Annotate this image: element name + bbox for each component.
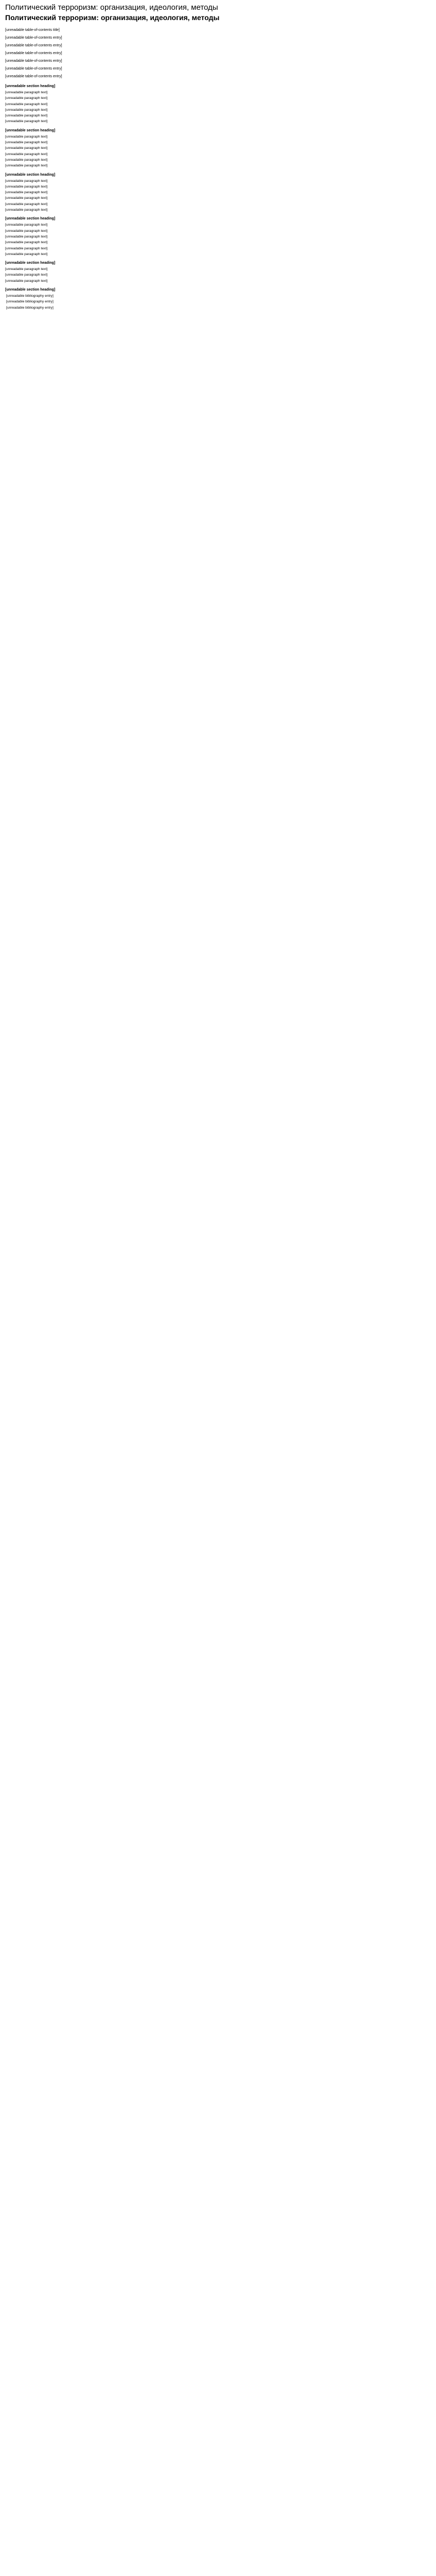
window-title: Политический терроризм: организация, идеология, методы: [5, 3, 218, 12]
toc-item[interactable]: [unreadable table-of-contents entry]: [5, 59, 62, 63]
paragraph: [unreadable paragraph text]: [5, 234, 48, 239]
paragraph: [unreadable paragraph text]: [5, 179, 48, 183]
toc-item[interactable]: [unreadable table-of-contents entry]: [5, 52, 62, 55]
paragraph: [unreadable paragraph text]: [5, 158, 48, 162]
paragraph: [unreadable paragraph text]: [5, 196, 48, 200]
paragraph: [unreadable paragraph text]: [5, 223, 48, 227]
paragraph: [unreadable paragraph text]: [5, 146, 48, 150]
paragraph: [unreadable paragraph text]: [5, 102, 48, 106]
toc-item[interactable]: [unreadable table-of-contents entry]: [5, 75, 62, 78]
paragraph: [unreadable paragraph text]: [5, 208, 48, 212]
bibliography-section: [5, 287, 431, 311]
paragraph: [unreadable paragraph text]: [5, 184, 48, 189]
bibliography-item: [unreadable bibliography entry]: [6, 294, 54, 298]
section-heading: [unreadable section heading]: [5, 288, 56, 292]
paragraph: [unreadable paragraph text]: [5, 96, 48, 100]
section-heading: [unreadable section heading]: [5, 84, 56, 88]
paragraph: [unreadable paragraph text]: [5, 141, 48, 145]
bibliography-item: [unreadable bibliography entry]: [6, 300, 54, 304]
bibliography-item: [unreadable bibliography entry]: [6, 306, 54, 310]
toc-item[interactable]: [unreadable table-of-contents entry]: [5, 36, 62, 40]
conclusion-section: [5, 260, 431, 284]
paragraph: [unreadable paragraph text]: [5, 252, 48, 256]
paragraph: [unreadable paragraph text]: [5, 134, 48, 139]
section-heading: [unreadable section heading]: [5, 217, 56, 221]
paragraph: [unreadable paragraph text]: [5, 120, 48, 124]
paragraph: [unreadable paragraph text]: [5, 246, 48, 250]
paragraph: [unreadable paragraph text]: [5, 279, 48, 283]
page-title: Политический терроризм: организация, идеология, методы: [5, 13, 220, 22]
toc-item[interactable]: [unreadable table-of-contents entry]: [5, 44, 62, 47]
section-heading: [unreadable section heading]: [5, 128, 56, 132]
paragraph: [unreadable paragraph text]: [5, 152, 48, 156]
paragraph: [unreadable paragraph text]: [5, 273, 48, 277]
paragraph: [unreadable paragraph text]: [5, 91, 48, 94]
table-of-contents: [5, 26, 431, 80]
section-heading: [unreadable section heading]: [5, 173, 56, 177]
paragraph: [unreadable paragraph text]: [5, 267, 48, 272]
paragraph: [unreadable paragraph text]: [5, 164, 48, 168]
toc-item[interactable]: [unreadable table-of-contents entry]: [5, 67, 62, 71]
paragraph: [unreadable paragraph text]: [5, 229, 48, 233]
paragraph: [unreadable paragraph text]: [5, 241, 48, 245]
section-3: [5, 216, 431, 257]
section-2: [5, 172, 431, 213]
intro-section: [5, 83, 431, 125]
section-heading: [unreadable section heading]: [5, 261, 56, 265]
section-1: [5, 128, 431, 169]
paragraph: [unreadable paragraph text]: [5, 108, 48, 112]
paragraph: [unreadable paragraph text]: [5, 202, 48, 206]
paragraph: [unreadable paragraph text]: [5, 114, 48, 118]
paragraph: [unreadable paragraph text]: [5, 191, 48, 195]
toc-title: [unreadable table-of-contents title]: [5, 28, 60, 32]
